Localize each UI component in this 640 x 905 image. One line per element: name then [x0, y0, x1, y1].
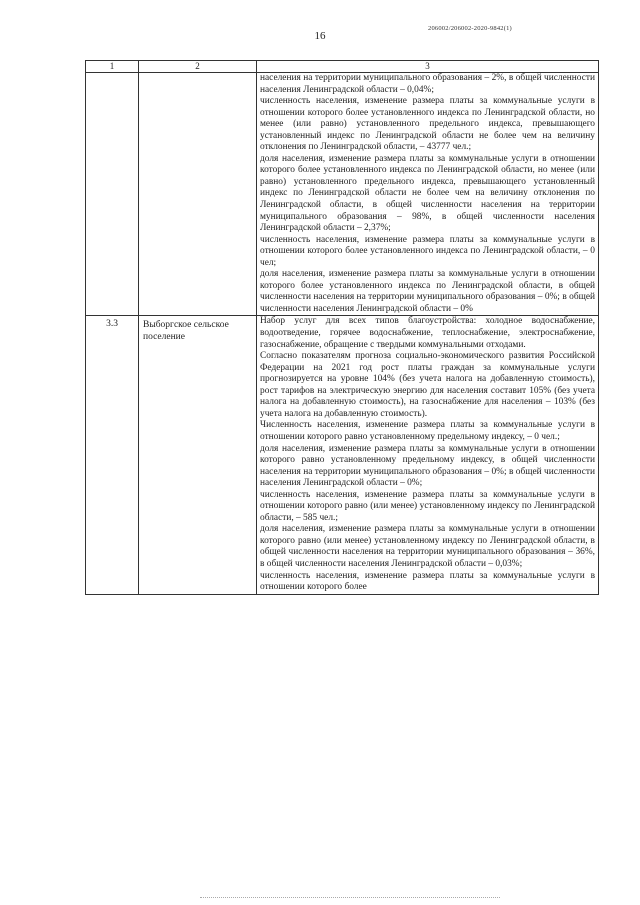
paragraph: населения на территории муниципального образования – 2%, в общей численности населения Ленинградской области – 0,04%;	[260, 73, 595, 95]
row-name-cell: Выборгское сельское поселение	[139, 316, 257, 594]
content-table	[85, 60, 599, 595]
paragraph: численность населения, изменение размера платы за коммунальные услуги в отношении которого более установленного индекса по Ленинградской области, но менее (или равно) установленного предельного индекса, превышающего установленный индекс по Ленинградской области не более чем на величину отклонения по Ленинградской области, – 43777 чел.;	[260, 96, 595, 153]
column-header-3: 3	[257, 61, 599, 73]
row-text-cell	[257, 316, 599, 594]
table-row-continued	[86, 73, 599, 316]
column-header-1: 1	[86, 61, 139, 73]
paragraph: доля населения, изменение размера платы за коммунальные услуги в отношении которого более установленного индекса по Ленинградской области, в общей численности населения на территории муниципального образования – 0%; в общей численности населения Ленинградской области – 0%	[260, 269, 595, 314]
row-number-cell	[86, 73, 139, 316]
paragraph: Согласно показателям прогноза социально-экономического развития Российской Федерации на 2021 год рост платы граждан за коммунальные услуги прогнозируется на уровне 104% (без учета налога на добавленную стоимость), рост тарифов на электрическую энергию для населения составит 105% (без учета налога на добавленную стоимость), на газоснабжение для населения – 103% (без учета налога на добавленную стоимость).	[260, 351, 595, 419]
paragraph: численность населения, изменение размера платы за коммунальные услуги в отношении которого более	[260, 570, 595, 593]
paragraph: доля населения, изменение размера платы за коммунальные услуги в отношении которого более установленного индекса по Ленинградской области, но менее (или равно) установленного предельного индекса, превышающего установленный индекс по Ленинградской области не более чем на величину отклонения по Ленинградской области, в общей численности населения на территории муниципального образования – 98%, в общей численности населения Ленинградской области – 2,37%;	[260, 153, 595, 234]
paragraph: доля населения, изменение размера платы за коммунальные услуги в отношении которого равно (или менее) установленному индексу по Ленинградской области, в общей численности населения на территории муниципального образования – 36%, в общей численности населения Ленинградской области – 0,03%;	[260, 524, 595, 569]
scan-edge-artifact	[200, 897, 500, 901]
paragraph: численность населения, изменение размера платы за коммунальные услуги в отношении которого более установленного индекса по Ленинградской области, – 0 чел;	[260, 234, 595, 268]
column-header-2: 2	[139, 61, 257, 73]
row-text-cell	[257, 73, 599, 316]
table-row-3-3	[86, 316, 599, 594]
row-name-cell	[139, 73, 257, 316]
table-header-row	[86, 61, 599, 73]
document-id: 206002/206002-2020-9842(1)	[428, 25, 512, 32]
paragraph: Набор услуг для всех типов благоустройства: холодное водоснабжение, водоотведение, горячее водоснабжение, теплоснабжение, электроснабжение, газоснабжение, обращение с твердыми коммунальными отходами.	[260, 316, 595, 350]
row-number-cell: 3.3	[86, 316, 139, 594]
paragraph: численность населения, изменение размера платы за коммунальные услуги в отношении которого равно (или менее) установленному индексу по Ленинградской области, – 585 чел.;	[260, 489, 595, 523]
paragraph: доля населения, изменение размера платы за коммунальные услуги в отношении которого равно установленному предельному индексу, в общей численности населения на территории муниципального образования – 0%; в общей численности населения Ленинградской области – 0%;	[260, 443, 595, 489]
paragraph: Численность населения, изменение размера платы за коммунальные услуги в отношении которого равно установленному предельному индексу, – 0 чел.;	[260, 420, 595, 442]
page-number: 16	[314, 30, 326, 42]
